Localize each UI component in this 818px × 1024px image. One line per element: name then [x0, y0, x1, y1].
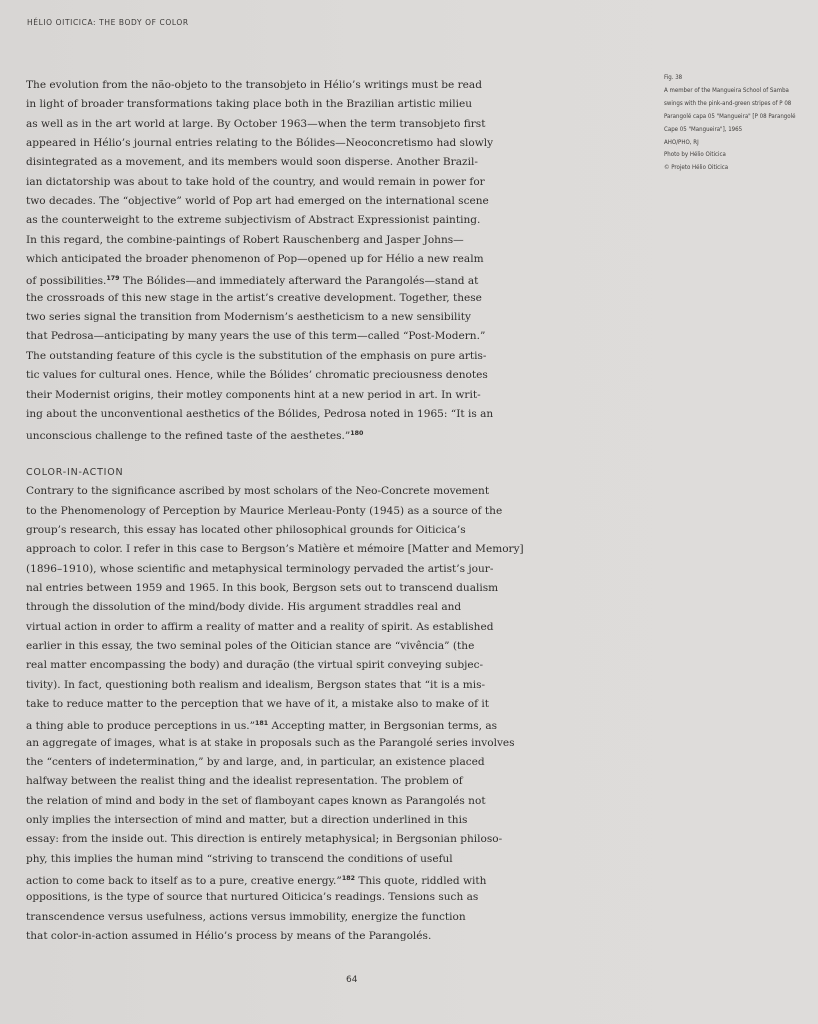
text-line: the relation of mind and body in the set of flamboyant capes known as Parangolés not: [26, 794, 486, 807]
text-segment: action to come back to itself as to a pure, creative energy.”: [26, 875, 342, 888]
caption-line: A member of the Mangueira School of Samba: [664, 86, 789, 94]
caption-line: Photo by Hélio Oiticica: [664, 151, 726, 159]
caption-line: Cape 05 "Mangueira"], 1965: [664, 125, 743, 133]
caption-line: Parangolé capa 05 "Mangueira" [P 08 Parangolé: [664, 112, 796, 120]
footnote-ref-180: 180: [350, 430, 364, 438]
text-line: as well as in the art world at large. By October 1963—when the term transobjeto first: [26, 117, 486, 130]
text-line: ing about the unconventional aesthetics of the Bólides, Pedrosa noted in 1965: “It is an: [26, 407, 494, 420]
text-line: halfway between the realist thing and the idealist representation. The problem of: [26, 775, 463, 788]
text-line: appeared in Hélio’s journal entries relating to the Bólides—Neoconcretismo had slowly: [26, 137, 494, 150]
caption-line: © Projeto Hélio Oiticica: [664, 164, 729, 172]
text-segment: a thing able to produce perceptions in us.”: [26, 720, 255, 733]
text-line: essay: from the inside out. This direction is entirely metaphysical; in Bergsonian philoso-: [26, 833, 503, 846]
text-segment: The Bólides—and immediately afterward the Parangolés—stand at: [119, 275, 479, 288]
main-text: [26, 76, 524, 946]
paragraph-gap: [26, 444, 498, 463]
running-head: HÉLIO OITICICA: THE BODY OF COLOR: [27, 18, 189, 27]
text-line: tic values for cultural ones. Hence, while the Bólides’ chromatic preciousness denotes: [26, 369, 488, 382]
text-line: virtual action in order to affirm a reality of matter and a reality of spirit. As established: [26, 620, 494, 633]
page-number: 64: [346, 975, 358, 985]
text-line: approach to color. I refer in this case to Bergson’s Matière et mémoire [Matter and Memory]: [26, 543, 524, 556]
text-line: Contrary to the significance ascribed by most scholars of the Neo-Concrete movement: [26, 485, 490, 498]
text-line: to the Phenomenology of Perception by Maurice Merleau-Ponty (1945) as a source of the: [26, 504, 503, 517]
text-line: that color-in-action assumed in Hélio’s process by means of the Parangolés.: [26, 930, 432, 943]
footnote-ref-179: 179: [106, 275, 120, 283]
text-line: two decades. The “objective” world of Pop art had emerged on the international scene: [26, 195, 489, 208]
text-line: oppositions, is the type of source that nurtured Oiticica’s readings. Tensions such as: [26, 891, 479, 904]
text-line: ian dictatorship was about to take hold of the country, and would remain in power for: [26, 175, 485, 188]
text-line: earlier in this essay, the two seminal poles of the Oitician stance are “vivência” (the: [26, 639, 475, 652]
text-line: The evolution from the não-objeto to the transobjeto in Hélio’s writings must be read: [26, 79, 482, 91]
text-line: [26, 269, 498, 288]
text-segment: of possibilities.: [26, 275, 107, 288]
text-segment: unconscious challenge to the refined taste of the aesthetes.”: [26, 430, 351, 443]
caption-line: Fig. 38: [664, 74, 683, 81]
footnote-ref-181: 181: [255, 720, 269, 728]
text-line: [26, 869, 498, 888]
text-line: nal entries between 1959 and 1965. In this book, Bergson sets out to transcend dualism: [26, 581, 499, 594]
text-segment: Accepting matter, in Bergsonian terms, as: [268, 720, 498, 733]
text-segment: This quote, riddled with: [354, 875, 487, 888]
text-line: [26, 714, 498, 733]
text-line: In this regard, the combine-paintings of Robert Rauschenberg and Jasper Johns—: [26, 233, 464, 246]
caption-line: AHO/PHO, RJ: [664, 138, 699, 146]
text-line: the “centers of indetermination,” by and large, and, in particular, an existence placed: [26, 756, 485, 769]
figure-caption: [664, 72, 814, 175]
text-line: tivity). In fact, questioning both realism and idealism, Bergson states that “it is a mis-: [26, 678, 486, 691]
text-line: [26, 424, 498, 443]
text-line: phy, this implies the human mind “striving to transcend the conditions of useful: [26, 852, 453, 865]
text-line: as the counterweight to the extreme subjectivism of Abstract Expressionist painting.: [26, 214, 481, 227]
text-line: which anticipated the broader phenomenon of Pop—opened up for Hélio a new realm: [26, 253, 484, 266]
text-line: two series signal the transition from Modernism’s aestheticism to a new sensibility: [26, 311, 471, 324]
text-line: transcendence versus usefulness, actions versus immobility, energize the function: [26, 910, 466, 923]
caption-line: swings with the pink-and-green stripes of P 08: [664, 99, 792, 107]
text-line: through the dissolution of the mind/body divide. His argument straddles real and: [26, 601, 462, 614]
text-line: real matter encompassing the body) and duração (the virtual spirit conveying subjec-: [26, 659, 484, 672]
text-line: take to reduce matter to the perception that we have of it, a mistake also to make of it: [26, 698, 490, 710]
text-line: in light of broader transformations taking place both in the Brazilian artistic milieu: [26, 98, 472, 111]
text-line: The outstanding feature of this cycle is the substitution of the emphasis on pure artis-: [26, 349, 487, 362]
text-line: the crossroads of this new stage in the artist’s creative development. Together, these: [26, 291, 482, 304]
text-line: disintegrated as a movement, and its members would soon disperse. Another Brazil-: [26, 156, 478, 169]
text-line: (1896–1910), whose scientific and metaphysical terminology pervaded the artist’s jour-: [26, 562, 494, 575]
section-heading: COLOR-IN-ACTION: [26, 466, 124, 478]
text-line: group’s research, this essay has located other philosophical grounds for Oiticica’s: [26, 523, 466, 536]
footnote-ref-182: 182: [341, 875, 355, 883]
text-line: only implies the intersection of mind and matter, but a direction underlined in this: [26, 814, 468, 827]
text-line: their Modernist origins, their motley components hint at a new period in art. In writ-: [26, 388, 481, 401]
text-line: an aggregate of images, what is at stake in proposals such as the Parangolé series involves: [26, 736, 515, 749]
text-line: that Pedrosa—anticipating by many years the use of this term—called “Post-Modern.”: [26, 330, 486, 343]
